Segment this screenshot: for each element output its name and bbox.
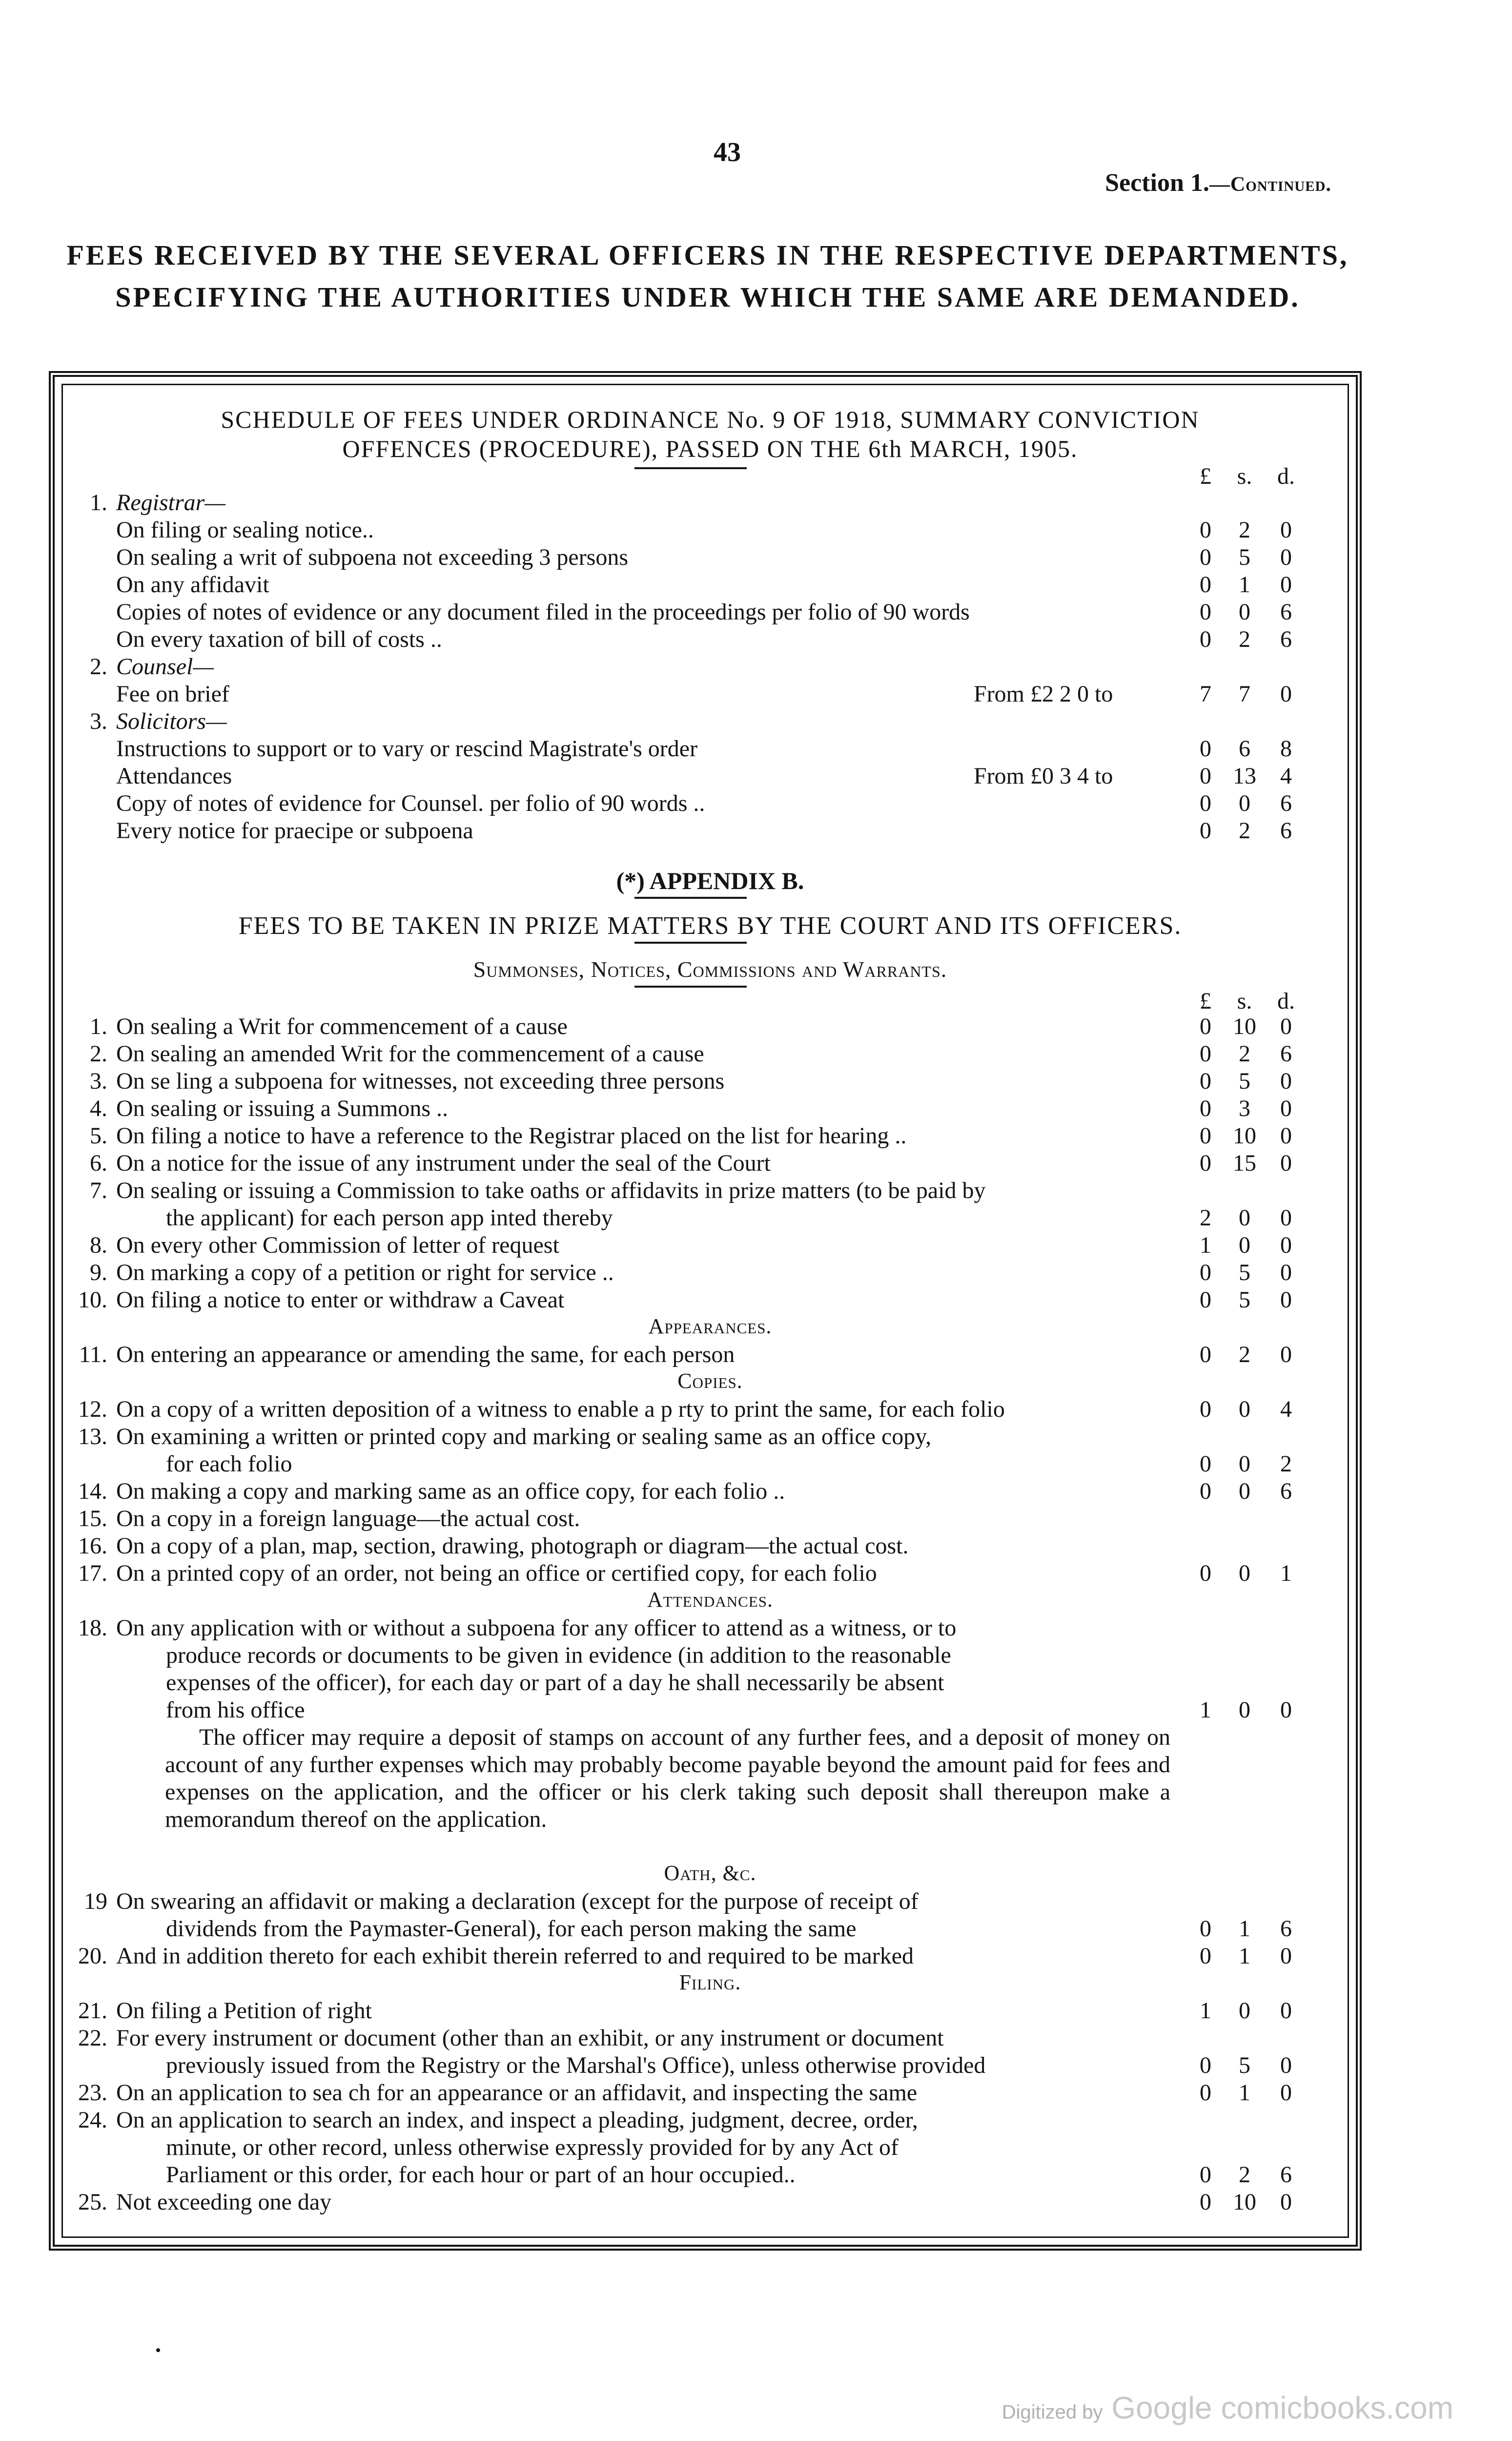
amount-part: 0 bbox=[1280, 2052, 1292, 2078]
item-number: 16. bbox=[78, 1533, 107, 1559]
item-text: On an application to sea ch for an appearance or an affidavit, and inspecting the same bbox=[116, 2080, 918, 2106]
appendix-subheading: Summonses, Notices, Commissions and Warrants. bbox=[473, 957, 947, 982]
fee-item bbox=[68, 1013, 1308, 1040]
item-number: 10. bbox=[78, 1287, 107, 1313]
amount-part: 6 bbox=[1280, 818, 1292, 844]
fee-item bbox=[68, 1614, 1308, 1642]
fee-item bbox=[68, 2189, 1308, 2216]
fee-item-continued bbox=[68, 1915, 1308, 1943]
watermark-text: Google comicbooks.com bbox=[1111, 2390, 1453, 2425]
amount-part: 6 bbox=[1280, 626, 1292, 652]
amount-part: 6 bbox=[1280, 599, 1292, 625]
amount-part: 0 bbox=[1200, 1150, 1211, 1176]
amount-part: 2 bbox=[1200, 1205, 1211, 1231]
amount-part: 5 bbox=[1239, 1260, 1250, 1285]
amount-part: 13 bbox=[1233, 763, 1256, 789]
amount-part: 4 bbox=[1280, 763, 1292, 789]
item-text: Every notice for praecipe or subpoena bbox=[116, 818, 473, 844]
amount-part: d. bbox=[1277, 988, 1295, 1014]
section-subheading: Filing. bbox=[679, 1970, 741, 1994]
amount-part: 0 bbox=[1200, 2052, 1211, 2078]
digitized-footer bbox=[1002, 2390, 1453, 2426]
amount-part: 0 bbox=[1239, 1560, 1250, 1586]
amount-part: 0 bbox=[1280, 2189, 1292, 2215]
schedule-heading-2: OFFENCES (PROCEDURE), PASSED ON THE 6th MARCH, 1905. bbox=[342, 435, 1078, 462]
amount-part: 0 bbox=[1200, 1916, 1211, 1942]
fee-item-continued bbox=[68, 1204, 1308, 1232]
digitized-label: Digitized by bbox=[1001, 2401, 1103, 2423]
amount-part: 2 bbox=[1239, 818, 1250, 844]
officer-note: The officer may require a deposit of stamps on account of any further fees, and a deposit of money on account of any further expenses which may probably become payable beyond the amount paid for fees and expenses on the application, and the officer or his clerk taking such deposit shall thereupon make a memorandum thereof on the application. bbox=[165, 1724, 1170, 1832]
fee-item bbox=[68, 1560, 1308, 1587]
group-name: Solicitors— bbox=[116, 708, 227, 734]
amount-part: £ bbox=[1200, 988, 1211, 1014]
section-subheading: Attendances. bbox=[647, 1588, 773, 1612]
amount-part: 0 bbox=[1280, 1150, 1292, 1176]
fee-item bbox=[68, 1505, 1308, 1532]
amount-part: 4 bbox=[1280, 1396, 1292, 1422]
amount-part: 6 bbox=[1280, 1041, 1292, 1067]
item-number: 15. bbox=[78, 1506, 107, 1531]
item-number: 8. bbox=[90, 1232, 107, 1258]
item-text: On filing a Petition of right bbox=[116, 1998, 372, 2024]
fee-item-continued bbox=[68, 2161, 1308, 2189]
amount-part: d. bbox=[1277, 463, 1295, 489]
item-text-continued: produce records or documents to be given in evidence (in addition to the reasonable bbox=[166, 1642, 951, 1668]
item-number: 13. bbox=[78, 1424, 107, 1449]
amount-part: 0 bbox=[1280, 572, 1292, 598]
fee-item bbox=[68, 1532, 1308, 1560]
item-text: On marking a copy of a petition or right for service .. bbox=[116, 1260, 614, 1285]
amount-part: 0 bbox=[1280, 1096, 1292, 1121]
amount-part: 0 bbox=[1200, 1096, 1211, 1121]
fee-item bbox=[68, 1177, 1308, 1204]
fee-item bbox=[68, 2025, 1308, 2052]
amount-part: 2 bbox=[1280, 1451, 1292, 1477]
schedule-heading-1: SCHEDULE OF FEES UNDER ORDINANCE No. 9 OF 1918, SUMMARY CONVICTION bbox=[221, 406, 1200, 433]
fee-item-continued bbox=[68, 1696, 1308, 1724]
amount-part: 0 bbox=[1239, 1451, 1250, 1477]
item-number: 23. bbox=[78, 2080, 107, 2106]
amount-part: 0 bbox=[1200, 1342, 1211, 1367]
item-number: 21. bbox=[78, 1998, 107, 2024]
amount-part: 0 bbox=[1200, 2080, 1211, 2106]
item-text: On any affidavit bbox=[116, 572, 269, 598]
item-text: On a printed copy of an order, not being an office or certified copy, for each folio bbox=[116, 1560, 877, 1586]
amount-part: 0 bbox=[1200, 2162, 1211, 2188]
amount-part: 1 bbox=[1239, 2080, 1250, 2106]
amount-part: 0 bbox=[1280, 1287, 1292, 1313]
amount-part: 5 bbox=[1239, 544, 1250, 570]
schedule-item bbox=[68, 817, 1308, 845]
schedule-item bbox=[68, 599, 1308, 626]
fee-range: From £0 3 4 to bbox=[974, 763, 1113, 789]
fee-item-continued bbox=[68, 1642, 1308, 1669]
amount-part: 0 bbox=[1239, 599, 1250, 625]
amount-part: 10 bbox=[1233, 1014, 1256, 1039]
item-number: 4. bbox=[90, 1096, 107, 1121]
amount-part: 10 bbox=[1233, 2189, 1256, 2215]
item-text: On filing or sealing notice.. bbox=[116, 517, 374, 543]
appendix-label: (*) APPENDIX B. bbox=[616, 867, 804, 894]
amount-part: 0 bbox=[1280, 1260, 1292, 1285]
fee-item bbox=[68, 2079, 1308, 2107]
item-text: On a copy of a plan, map, section, drawing, photograph or diagram—the actual cost. bbox=[116, 1533, 909, 1559]
group-number: 3. bbox=[90, 708, 107, 734]
amount-part: 2 bbox=[1239, 1342, 1250, 1367]
amount-part: 0 bbox=[1280, 681, 1292, 707]
fee-item bbox=[68, 1341, 1308, 1368]
schedule-item bbox=[68, 517, 1308, 544]
amount-part: 0 bbox=[1200, 1478, 1211, 1504]
fee-item bbox=[68, 1232, 1308, 1259]
item-number: 17. bbox=[78, 1560, 107, 1586]
amount-part: 1 bbox=[1200, 1232, 1211, 1258]
schedule-item bbox=[68, 735, 1308, 763]
section-subheading: Oath, &c. bbox=[664, 1861, 756, 1885]
item-text: Copy of notes of evidence for Counsel. per folio of 90 words .. bbox=[116, 790, 705, 816]
amount-part: 1 bbox=[1200, 1697, 1211, 1723]
fee-item bbox=[68, 1122, 1308, 1150]
item-text: On every taxation of bill of costs .. bbox=[116, 626, 442, 652]
fee-item bbox=[68, 1150, 1308, 1177]
amount-part: 6 bbox=[1280, 1478, 1292, 1504]
appendix-heading: FEES TO BE TAKEN IN PRIZE MATTERS BY THE COURT AND ITS OFFICERS. bbox=[238, 912, 1182, 940]
amount-part: 0 bbox=[1239, 790, 1250, 816]
amount-part: 0 bbox=[1200, 517, 1211, 543]
fee-item-continued bbox=[68, 2052, 1308, 2079]
fee-item bbox=[68, 1040, 1308, 1068]
stray-mark bbox=[156, 2348, 160, 2352]
item-text: On a copy in a foreign language—the actual cost. bbox=[116, 1506, 580, 1531]
amount-part: 0 bbox=[1280, 1943, 1292, 1969]
appendix-heading-rule bbox=[634, 942, 747, 944]
fee-item-continued bbox=[68, 2134, 1308, 2161]
page-title-line-2: SPECIFYING THE AUTHORITIES UNDER WHICH THE SAME ARE DEMANDED. bbox=[115, 281, 1300, 313]
amount-part: 0 bbox=[1200, 626, 1211, 652]
currency-header bbox=[68, 463, 1308, 490]
group-name: Counsel— bbox=[116, 654, 214, 680]
schedule-group bbox=[68, 708, 1308, 735]
section-continued: —Continued. bbox=[1209, 173, 1331, 196]
amount-part: 6 bbox=[1239, 736, 1250, 762]
item-text: Fee on brief bbox=[116, 681, 229, 707]
item-number: 24. bbox=[78, 2107, 107, 2133]
amount-part: 2 bbox=[1239, 1041, 1250, 1067]
amount-part: 0 bbox=[1200, 572, 1211, 598]
item-text-continued: dividends from the Paymaster-General), for each person making the same bbox=[166, 1916, 857, 1942]
amount-part: 5 bbox=[1239, 1287, 1250, 1313]
amount-part: 0 bbox=[1280, 1205, 1292, 1231]
amount-part: 1 bbox=[1239, 572, 1250, 598]
item-text: On sealing or issuing a Commission to take oaths or affidavits in prize matters (to be paid by bbox=[116, 1178, 986, 1203]
fee-item bbox=[68, 1997, 1308, 2025]
item-text-continued: for each folio bbox=[166, 1451, 292, 1477]
schedule-item bbox=[68, 763, 1308, 790]
amount-part: 0 bbox=[1280, 1998, 1292, 2024]
amount-part: 0 bbox=[1200, 1014, 1211, 1039]
amount-part: 0 bbox=[1200, 1041, 1211, 1067]
group-number: 2. bbox=[90, 654, 107, 680]
amount-part: 0 bbox=[1280, 1697, 1292, 1723]
amount-part: 0 bbox=[1200, 1943, 1211, 1969]
amount-part: 0 bbox=[1280, 1342, 1292, 1367]
amount-part: 0 bbox=[1200, 599, 1211, 625]
amount-part: 0 bbox=[1280, 1014, 1292, 1039]
fee-item bbox=[68, 1478, 1308, 1505]
item-number: 2. bbox=[90, 1041, 107, 1067]
amount-part: 10 bbox=[1233, 1123, 1256, 1149]
amount-part: 5 bbox=[1239, 2052, 1250, 2078]
amount-part: 1 bbox=[1280, 1560, 1292, 1586]
fee-item bbox=[68, 1943, 1308, 1970]
amount-part: 6 bbox=[1280, 790, 1292, 816]
item-text: For every instrument or document (other than an exhibit, or any instrument or document bbox=[116, 2025, 944, 2051]
fee-item-continued bbox=[68, 1669, 1308, 1696]
item-text: On filing a notice to have a reference to the Registrar placed on the list for hearing .. bbox=[116, 1123, 907, 1149]
amount-part: 1 bbox=[1200, 1998, 1211, 2024]
fee-item-continued bbox=[68, 1450, 1308, 1478]
amount-part: 2 bbox=[1239, 517, 1250, 543]
item-text: Attendances bbox=[116, 763, 232, 789]
item-text: On examining a written or printed copy and marking or sealing same as an office copy, bbox=[116, 1424, 932, 1449]
amount-part: 0 bbox=[1280, 544, 1292, 570]
section-subheading: Copies. bbox=[677, 1369, 743, 1393]
item-number: 1. bbox=[90, 1014, 107, 1039]
amount-part: 0 bbox=[1200, 763, 1211, 789]
item-text: And in addition thereto for each exhibit therein referred to and required to be marked bbox=[116, 1943, 914, 1969]
schedule-item bbox=[68, 571, 1308, 599]
item-number: 19 bbox=[84, 1888, 107, 1914]
item-text: On any application with or without a subpoena for any officer to attend as a witness, or to bbox=[116, 1615, 957, 1641]
item-number: 7. bbox=[90, 1178, 107, 1203]
amount-part: 3 bbox=[1239, 1096, 1250, 1121]
item-text: On a notice for the issue of any instrument under the seal of the Court bbox=[116, 1150, 771, 1176]
item-number: 12. bbox=[78, 1396, 107, 1422]
item-text: Not exceeding one day bbox=[116, 2189, 332, 2215]
page-number: 43 bbox=[714, 137, 741, 167]
amount-part: 0 bbox=[1280, 1232, 1292, 1258]
group-number: 1. bbox=[90, 490, 107, 516]
item-text: On sealing a writ of subpoena not exceeding 3 persons bbox=[116, 544, 629, 570]
section-name: Section 1. bbox=[1105, 169, 1209, 197]
item-text: On every other Commission of letter of request bbox=[116, 1232, 559, 1258]
item-text-continued: from his office bbox=[166, 1697, 305, 1723]
amount-part: 0 bbox=[1239, 1697, 1250, 1723]
amount-part: 0 bbox=[1239, 1998, 1250, 2024]
item-text-continued: previously issued from the Registry or the Marshal's Office), unless otherwise provided bbox=[166, 2052, 986, 2078]
fee-item bbox=[68, 2107, 1308, 2134]
item-text: On making a copy and marking same as an office copy, for each folio .. bbox=[116, 1478, 785, 1504]
amount-part: 0 bbox=[1200, 2189, 1211, 2215]
item-number: 11. bbox=[79, 1342, 107, 1367]
item-text: On entering an appearance or amending the same, for each person bbox=[116, 1342, 735, 1367]
amount-part: 0 bbox=[1200, 790, 1211, 816]
item-text: Copies of notes of evidence or any document filed in the proceedings per folio of 90 words bbox=[116, 599, 970, 625]
item-number: 22. bbox=[78, 2025, 107, 2051]
item-number: 25. bbox=[78, 2189, 107, 2215]
amount-part: 5 bbox=[1239, 1068, 1250, 1094]
item-text-continued: expenses of the officer), for each day or part of a day he shall necessarily be absent bbox=[166, 1670, 944, 1696]
section-label bbox=[1105, 168, 1331, 197]
amount-part: 15 bbox=[1233, 1150, 1256, 1176]
item-text-continued: minute, or other record, unless otherwise expressly provided for by any Act of bbox=[166, 2134, 899, 2160]
amount-part: 0 bbox=[1200, 1260, 1211, 1285]
amount-part: £ bbox=[1200, 463, 1211, 489]
amount-part: 2 bbox=[1239, 626, 1250, 652]
schedule-item bbox=[68, 681, 1308, 708]
amount-part: 0 bbox=[1200, 818, 1211, 844]
amount-part: 0 bbox=[1200, 1396, 1211, 1422]
amount-part: 0 bbox=[1280, 2080, 1292, 2106]
amount-part: 0 bbox=[1200, 544, 1211, 570]
amount-part: 0 bbox=[1200, 1560, 1211, 1586]
amount-part: 7 bbox=[1200, 681, 1211, 707]
amount-part: 0 bbox=[1280, 1123, 1292, 1149]
schedule-group bbox=[68, 489, 1308, 517]
page-title-line-1: FEES RECEIVED BY THE SEVERAL OFFICERS IN THE RESPECTIVE DEPARTMENTS, bbox=[66, 239, 1349, 271]
item-text-continued: the applicant) for each person app inted thereby bbox=[166, 1205, 613, 1231]
schedule-item bbox=[68, 544, 1308, 571]
amount-part: 0 bbox=[1200, 1068, 1211, 1094]
amount-part: 2 bbox=[1239, 2162, 1250, 2188]
item-number: 3. bbox=[90, 1068, 107, 1094]
fee-item bbox=[68, 1423, 1308, 1450]
item-text: On sealing a Writ for commencement of a cause bbox=[116, 1014, 568, 1039]
amount-part: 0 bbox=[1239, 1478, 1250, 1504]
amount-part: s. bbox=[1237, 988, 1252, 1014]
schedule-item bbox=[68, 790, 1308, 817]
schedule-group bbox=[68, 653, 1308, 681]
item-number: 14. bbox=[78, 1478, 107, 1504]
fee-item bbox=[68, 1286, 1308, 1314]
amount-part: 6 bbox=[1280, 1916, 1292, 1942]
amount-part: 0 bbox=[1200, 1287, 1211, 1313]
item-text: On sealing or issuing a Summons .. bbox=[116, 1096, 448, 1121]
item-number: 5. bbox=[90, 1123, 107, 1149]
fee-item bbox=[68, 1888, 1308, 1915]
amount-part: 0 bbox=[1200, 736, 1211, 762]
fee-item bbox=[68, 1259, 1308, 1286]
amount-part: 0 bbox=[1239, 1205, 1250, 1231]
item-text: On se ling a subpoena for witnesses, not exceeding three persons bbox=[116, 1068, 725, 1094]
amount-part: 0 bbox=[1200, 1451, 1211, 1477]
item-text-continued: Parliament or this order, for each hour or part of an hour occupied.. bbox=[166, 2162, 796, 2188]
group-name: Registrar— bbox=[116, 490, 226, 516]
amount-part: 0 bbox=[1200, 1123, 1211, 1149]
item-text: On filing a notice to enter or withdraw a Caveat bbox=[116, 1287, 565, 1313]
item-number: 18. bbox=[78, 1615, 107, 1641]
item-number: 6. bbox=[90, 1150, 107, 1176]
item-text: On an application to search an index, and inspect a pleading, judgment, decree, order, bbox=[116, 2107, 918, 2133]
amount-part: 7 bbox=[1239, 681, 1250, 707]
amount-part: 1 bbox=[1239, 1916, 1250, 1942]
amount-part: 0 bbox=[1239, 1396, 1250, 1422]
fee-item bbox=[68, 1396, 1308, 1423]
item-text: On swearing an affidavit or making a declaration (except for the purpose of receipt of bbox=[116, 1888, 919, 1914]
appendix-rule bbox=[634, 897, 747, 899]
fee-item bbox=[68, 1068, 1308, 1095]
item-text: Instructions to support or to vary or rescind Magistrate's order bbox=[116, 736, 698, 762]
item-text: On a copy of a written deposition of a witness to enable a p rty to print the same, for each folio bbox=[116, 1396, 1005, 1422]
section-subheading: Appearances. bbox=[648, 1314, 772, 1338]
amount-part: 0 bbox=[1239, 1232, 1250, 1258]
amount-part: s. bbox=[1237, 463, 1252, 489]
item-number: 20. bbox=[78, 1943, 107, 1969]
amount-part: 1 bbox=[1239, 1943, 1250, 1969]
fee-range: From £2 2 0 to bbox=[974, 681, 1113, 707]
amount-part: 0 bbox=[1280, 517, 1292, 543]
schedule-item bbox=[68, 626, 1308, 653]
fee-item bbox=[68, 1095, 1308, 1122]
item-number: 9. bbox=[90, 1260, 107, 1285]
appendix-currency-header bbox=[68, 988, 1308, 1015]
amount-part: 6 bbox=[1280, 2162, 1292, 2188]
item-text: On sealing an amended Writ for the commencement of a cause bbox=[116, 1041, 704, 1067]
amount-part: 0 bbox=[1280, 1068, 1292, 1094]
amount-part: 8 bbox=[1280, 736, 1292, 762]
